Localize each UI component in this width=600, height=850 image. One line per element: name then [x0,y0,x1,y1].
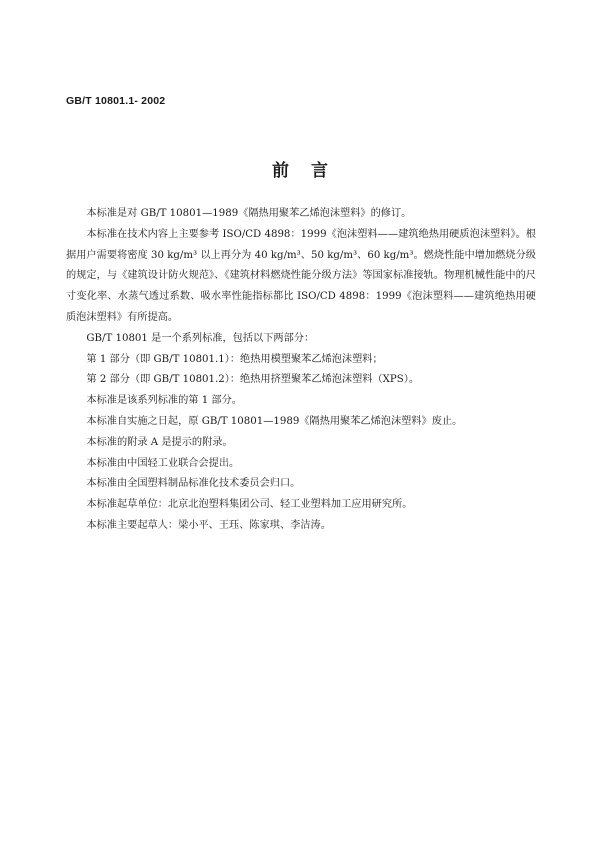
paragraph-drafting-units: 本标准起草单位：北京北泡塑料集团公司、轻工业塑料加工应用研究所。 [86,499,413,511]
paragraph-drafters: 本标准主要起草人：梁小平、王珏、陈家琪、李洁涛。 [86,519,331,531]
paragraph-managed-by: 本标准由全国塑料制品标准化技术委员会归口。 [86,478,301,490]
standard-code: GB/T 10801.1- 2002 [66,95,166,107]
paragraph-supersedes: 本标准自实施之日起，原 GB/T 10801—1989《隔热用聚苯乙烯泡沫塑料》废止。 [86,415,463,427]
paragraph-part-1: 第 1 部分（即 GB/T 10801.1）：绝热用模塑聚苯乙烯泡沫塑料； [86,353,383,365]
paragraph-part-2: 第 2 部分（即 GB/T 10801.2）：绝热用挤塑聚苯乙烯泡沫塑料（XPS）。 [86,374,420,386]
paragraph-proposed-by: 本标准由中国轻工业联合会提出。 [86,457,240,469]
page-title: 前言 [272,161,350,181]
paragraph-series-intro: GB/T 10801 是一个系列标准，包括以下两部分： [86,332,315,344]
paragraph-revision-note: 本标准是对 GB/T 10801—1989《隔热用聚苯乙烯泡沫塑料》的修订。 [86,208,412,219]
paragraph-appendix: 本标准的附录 A 是提示的附录。 [86,436,233,448]
body-text [66,204,536,537]
paragraph-this-part: 本标准是该系列标准的第 1 部分。 [86,395,242,407]
paragraph-technical-content: 本标准在技术内容上主要参考 ISO/CD 4898：1999《泡沫塑料——建筑绝热用硬质泡沫塑料》。根据用户需要将密度 30 kg/m³ 以上再分为 40 kg/m³、50 kg/m³、60 kg/m³。燃烧性能中增加燃烧分级的规定，与《建筑设计防火规范》、《建筑材料燃烧性能分级方法》等国家标准接轨。物理机械性能中的尺寸变化率、水蒸气透过系数、吸水率性能指标都比 ISO/CD 4898：1999《泡沫塑料——建筑绝热用硬质泡沫塑料》有所提高。 [66,228,536,323]
